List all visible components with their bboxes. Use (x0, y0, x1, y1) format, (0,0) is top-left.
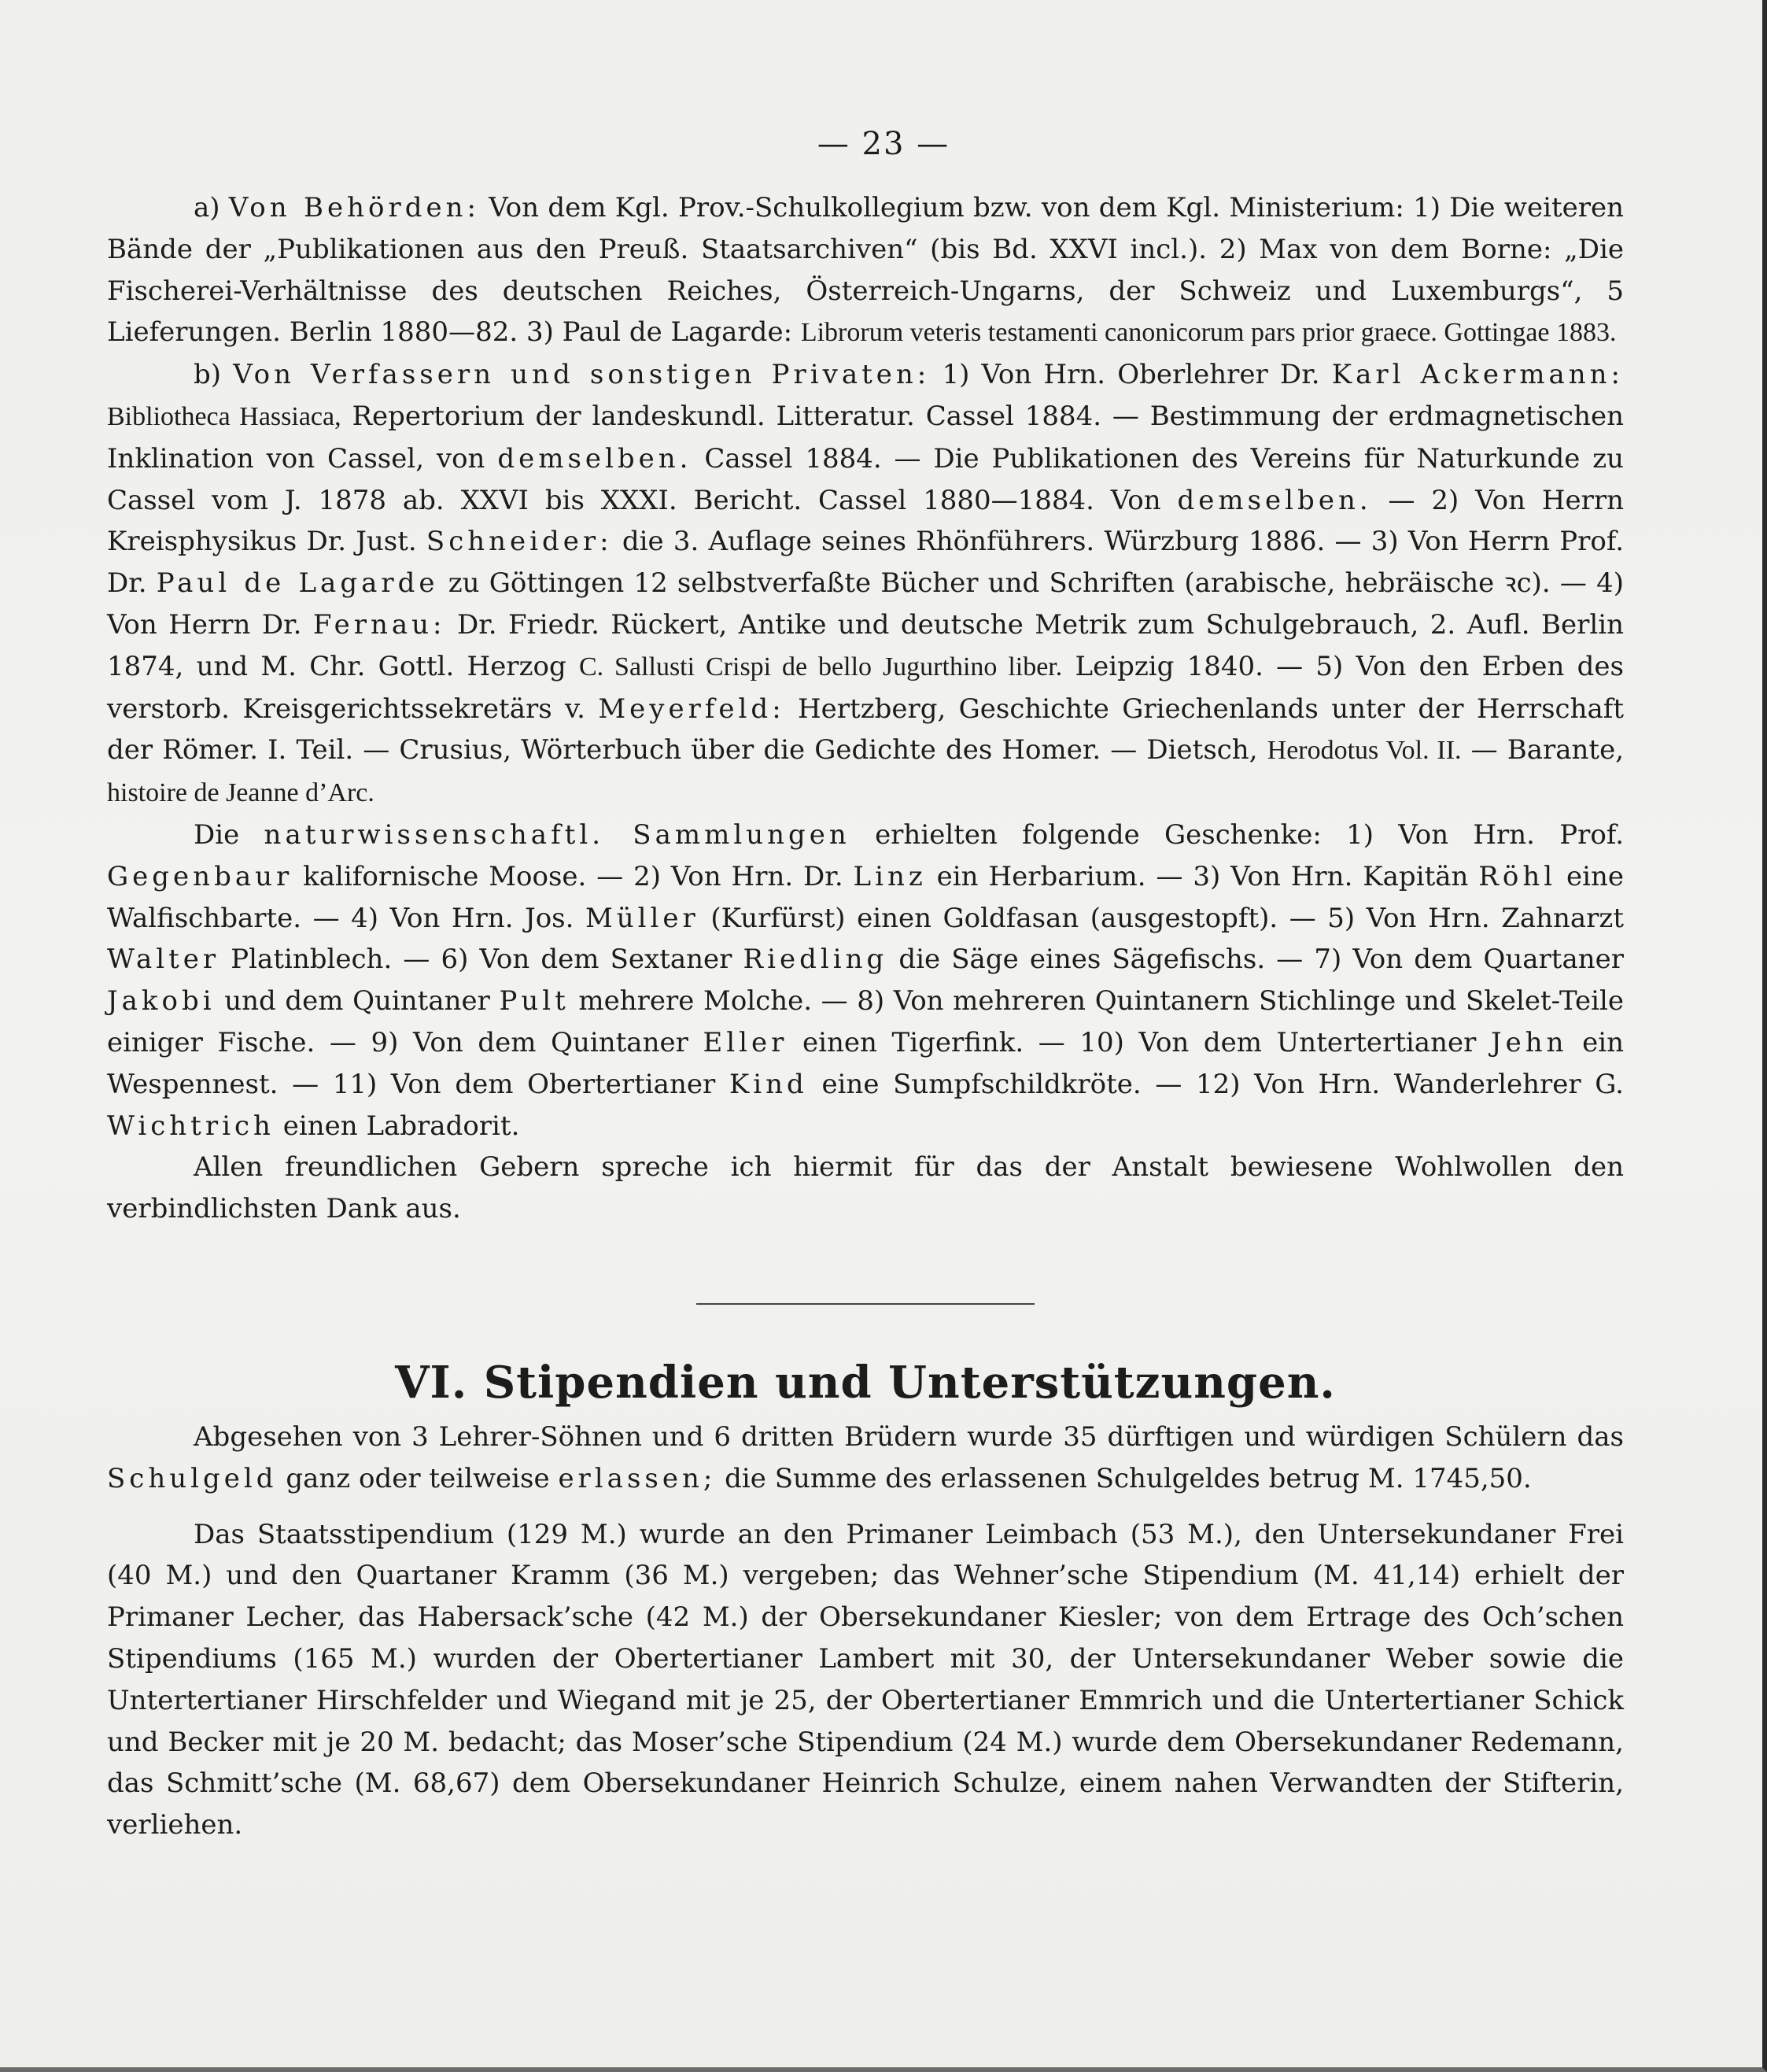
person-name: Karl Ackermann: (1331, 359, 1624, 391)
page-body (107, 187, 1624, 1846)
section-heading: VI. Stipendien und Unterstützungen. (395, 1356, 1336, 1409)
person-name: Meyerfeld: (598, 693, 785, 725)
paragraph-text: Von dem Kgl. Prov.-Schulkollegium bzw. von dem Kgl. Ministerium: 1) Die weiteren Bände der „Publikationen aus den Preuß. Staatsarchiven“ (bis Bd. XXVI incl.). 2) Max von dem Borne: „Die Fischerei-Verhältnisse des deutschen Reiches, Österreich-Ungarns, der Schweiz und Luxemburgs“, 5 Lieferungen. Berlin 1880—82. 3) Paul de Lagarde: (107, 192, 1625, 349)
page-number: — 23 — (817, 126, 950, 162)
text-run: erhielten folgende Geschenke: 1) Von Hrn. Prof. (875, 818, 1625, 851)
latin-title: C. Sallusti Crispi de bello Jugurthino liber. (578, 652, 1063, 681)
donor-group: Von Behörden: (228, 192, 480, 223)
text-run: Cassel 1884. — Die Publikationen des Vereins für Naturkunde zu Cassel vom J. 1878 ab. XXVI bis XXXI. Bericht. Cassel 1880—1884. Von (107, 442, 1625, 516)
text-run: Die (194, 818, 240, 851)
person-name: Fernau: (312, 608, 446, 641)
person-name: Jehn (1490, 1026, 1568, 1058)
person-name: Gegenbaur (107, 860, 293, 892)
text-run: die Summe des erlassenen Schulgeldes betrug M. 1745,50. (725, 1462, 1532, 1494)
person-name: Röhl (1478, 860, 1557, 892)
donor-group: Von Verfassern und sonstigen Privaten: (233, 359, 931, 391)
emphasis-term: Schulgeld (107, 1462, 278, 1494)
collection-name: naturwissenschaftl. Sammlungen (264, 818, 850, 851)
paragraph-authorities (107, 187, 1624, 354)
text-run: mehrere Molche. — 8) Von mehreren Quintanern Stichlinge und Skelet-Teile einiger Fische. — 9) Von dem Quintaner (107, 985, 1624, 1058)
person-name: Eller (703, 1026, 788, 1058)
text-run: zu Göttingen 12 selbstverfaßte Bücher und Schriften (arabische, hebräische ꝛc). — 4) Von Herrn Dr. (107, 567, 1624, 641)
text-run: einen Labradorit. (282, 1110, 520, 1142)
person-name: Walter (107, 944, 220, 976)
text-run: 1) Von Hrn. Oberlehrer Dr. (942, 359, 1320, 391)
latin-title: Bibliotheca Hassiaca, (107, 401, 341, 431)
text-run: eine Sumpfschildkröte. — 12) Von Hrn. Wanderlehrer G. (821, 1068, 1624, 1100)
text-run: die Säge eines Sägefischs. — 7) Von dem Quartaner (898, 944, 1624, 976)
item-label: b) (194, 359, 222, 391)
latin-title: histoire de Jeanne d’Arc. (107, 778, 374, 808)
person-name: demselben. (1177, 484, 1372, 516)
person-name: demselben. (497, 442, 692, 475)
text-run: — 2) Von Herrn Kreisphysikus Dr. Just. (107, 484, 1625, 558)
person-name: Paul de Lagarde (156, 567, 439, 600)
text-run: eine Walfischbarte. — 4) Von Hrn. Jos. (107, 860, 1625, 934)
text-run: einen Tigerfink. — 10) Von dem Untertertianer (802, 1026, 1477, 1058)
text-run: ein Wespennest. — 11) Von dem Obertertianer (107, 1026, 1625, 1100)
text-run: und dem Quintaner (224, 985, 490, 1018)
item-label: a) (194, 192, 220, 223)
section-divider (696, 1303, 1035, 1305)
text-run: Platinblech. — 6) Von dem Sextaner (231, 944, 732, 976)
text-run: ganz oder teilweise (286, 1462, 550, 1494)
person-name: Riedling (743, 944, 888, 976)
text-run: kalifornische Moose. — 2) Von Hrn. Dr. (303, 860, 843, 892)
person-name: Kind (729, 1068, 808, 1100)
latin-title: Herodotus Vol. II. (1267, 736, 1462, 766)
text-run: ein Herbarium. — 3) Von Hrn. Kapitän (936, 860, 1469, 892)
latin-title: Librorum veteris testamenti canonicorum pars prior graece. Gottingae 1883. (800, 318, 1617, 348)
person-name: Linz (853, 860, 927, 892)
person-name: Pult (499, 985, 570, 1018)
text-run: Dr. Friedr. Rückert, Antike und deutsche Metrik zum Schulgebrauch, 2. Aufl. Berlin 1874, und M. Chr. Gottl. Herzog (107, 608, 1624, 682)
paragraph-private-donors (107, 354, 1624, 814)
person-name: Jakobi (107, 985, 216, 1018)
text-run: die 3. Auflage seines Rhönführers. Würzburg 1886. — 3) Von Herrn Prof. Dr. (107, 526, 1625, 600)
text-run: Hertzberg, Geschichte Griechenlands unter der Herrschaft der Römer. I. Teil. — Crusius, Wörterbuch über die Gedichte des Homer. — Dietsch, (107, 693, 1625, 766)
emphasis-term: erlassen; (558, 1462, 717, 1494)
text-run: (Kurfürst) einen Goldfasan (ausgestopft). — 5) Von Hrn. Zahnarzt (710, 902, 1624, 934)
text-run: — Barante, (1470, 734, 1625, 766)
person-name: Schneider: (426, 526, 613, 558)
text-run: Abgesehen von 3 Lehrer-Söhnen und 6 dritten Brüdern wurde 35 dürftigen und würdigen Schülern das (194, 1420, 1624, 1453)
text-run: Repertorium der landeskundl. Litteratur. Cassel 1884. — Bestimmung der erdmagnetischen Inklination von Cassel, von (107, 400, 1625, 475)
paragraph-thanks: Allen freundlichen Gebern spreche ich hiermit für das der Anstalt bewiesene Wohlwollen den verbindlichsten Dank aus. (107, 1151, 1624, 1225)
text-run: Leipzig 1840. — 5) Von den Erben des verstorb. Kreisgerichtssekretärs v. (107, 650, 1624, 725)
paragraph-scholarships: Das Staatsstipendium (129 M.) wurde an den Primaner Leimbach (53 M.), den Untersekundaner Frei (40 M.) und den Quartaner Kramm (36 M.) vergeben; das Wehner’sche Stipendium (M. 41,14) erhielt der Primaner Lecher, das Habersack’sche (42 M.) der Obersekundaner Kiesler; von dem Ertrage des Och’schen Stipendiums (165 M.) wurden der Obertertianer Lambert mit 30, der Untersekundaner Weber sowie die Untertertianer Hirschfelder und Wiegand mit je 25, der Obertertianer Emmrich und die Untertertianer Schick und Becker mit je 20 M. bedacht; das Moser’sche Stipendium (24 M.) wurde dem Obersekundaner Redemann, das Schmitt’sche (M. 68,67) dem Obersekundaner Heinrich Schulze, einem nahen Verwandten der Stifterin, verliehen. (107, 1518, 1624, 1841)
paragraph-tuition (107, 1416, 1624, 1500)
person-name: Wichtrich (107, 1110, 275, 1142)
paragraph-natural-science (107, 814, 1624, 1147)
person-name: Müller (585, 902, 699, 934)
